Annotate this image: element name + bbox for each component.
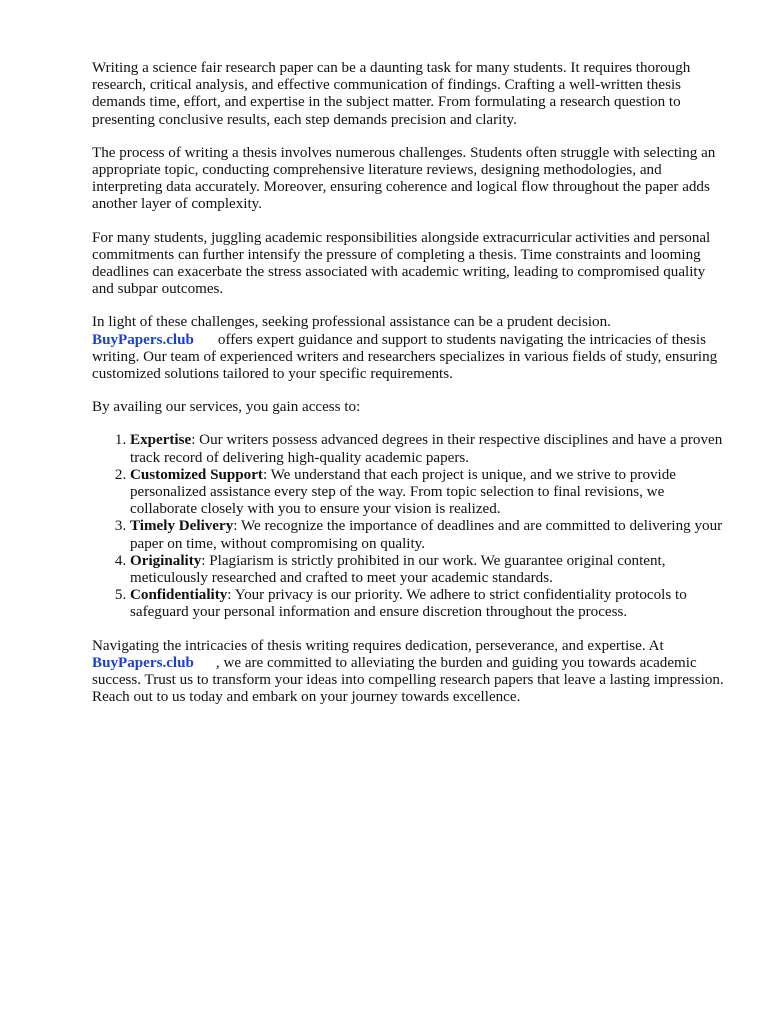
benefit-title: Timely Delivery (130, 518, 234, 535)
benefit-text: : We recognize the importance of deadlines and are committed to delivering your paper on time, without compromising on quality. (130, 518, 723, 552)
paragraph-services-lead: By availing our services, you gain access to: (92, 399, 361, 416)
benefit-item-originality (130, 553, 728, 587)
closing-intro-text: Navigating the intricacies of thesis writing requires dedication, perseverance, and expertise. At (92, 637, 664, 654)
document-page (92, 60, 728, 723)
paragraph-assistance (92, 314, 728, 383)
buypapers-link[interactable]: BuyPapers.club (92, 331, 194, 348)
closing-rest-text: , we are committed to alleviating the burden and guiding you towards academic success. Trust us to transform your ideas into compelling research papers that leave a lasting impression. Reach out to us today and embark on your journey towards excellence. (92, 654, 724, 706)
benefit-title: Originality (130, 552, 202, 569)
benefits-list (92, 432, 728, 621)
benefit-item-timely-delivery (130, 518, 728, 552)
benefit-text: : Our writers possess advanced degrees in their respective disciplines and have a proven track record of delivering high-quality academic papers. (130, 432, 723, 466)
assistance-rest-text: offers expert guidance and support to students navigating the intricacies of thesis writing. Our team of experienced writers and researchers specializes in various fields of study, ensuring customized solutions tailored to your specific requirements. (92, 331, 718, 383)
benefit-text: : Plagiarism is strictly prohibited in our work. We guarantee original content, meticulously researched and crafted to meet your academic standards. (130, 552, 666, 587)
paragraph-challenges: The process of writing a thesis involves numerous challenges. Students often struggle with selecting an appropriate topic, conducting comprehensive literature reviews, designing methodologies, and interpreting data accurately. Moreover, ensuring coherence and logical flow throughout the paper adds another layer of complexity. (92, 144, 716, 213)
buypapers-link-closing[interactable]: BuyPapers.club (92, 654, 194, 671)
benefit-item-confidentiality (130, 587, 728, 621)
benefit-title: Expertise (130, 432, 192, 449)
benefit-title: Customized Support (130, 466, 263, 483)
paragraph-intro: Writing a science fair research paper can be a daunting task for many students. It requires thorough research, critical analysis, and effective communication of findings. Crafting a well-written thesis demands time, effort, and expertise in the subject matter. From formulating a research question to presenting conclusive results, each step demands precision and clarity. (92, 60, 691, 128)
benefit-text: : Your privacy is our priority. We adhere to strict confidentiality protocols to safeguard your personal information and ensure discretion throughout the process. (130, 587, 687, 621)
paragraph-closing (92, 638, 728, 707)
benefit-item-customized-support (130, 467, 728, 519)
assistance-intro-text: In light of these challenges, seeking professional assistance can be a prudent decision. (92, 314, 611, 331)
benefit-title: Confidentiality (130, 587, 228, 604)
benefit-item-expertise (130, 432, 728, 466)
benefit-text: : We understand that each project is unique, and we strive to provide personalized assistance every step of the way. From topic selection to final revisions, we collaborate closely with you to ensure your vision is realized. (130, 466, 676, 518)
paragraph-pressure: For many students, juggling academic responsibilities alongside extracurricular activities and personal commitments can further intensify the pressure of completing a thesis. Time constraints and looming deadlines can exacerbate the stress associated with academic writing, leading to compromised quality and subpar outcomes. (92, 229, 711, 298)
